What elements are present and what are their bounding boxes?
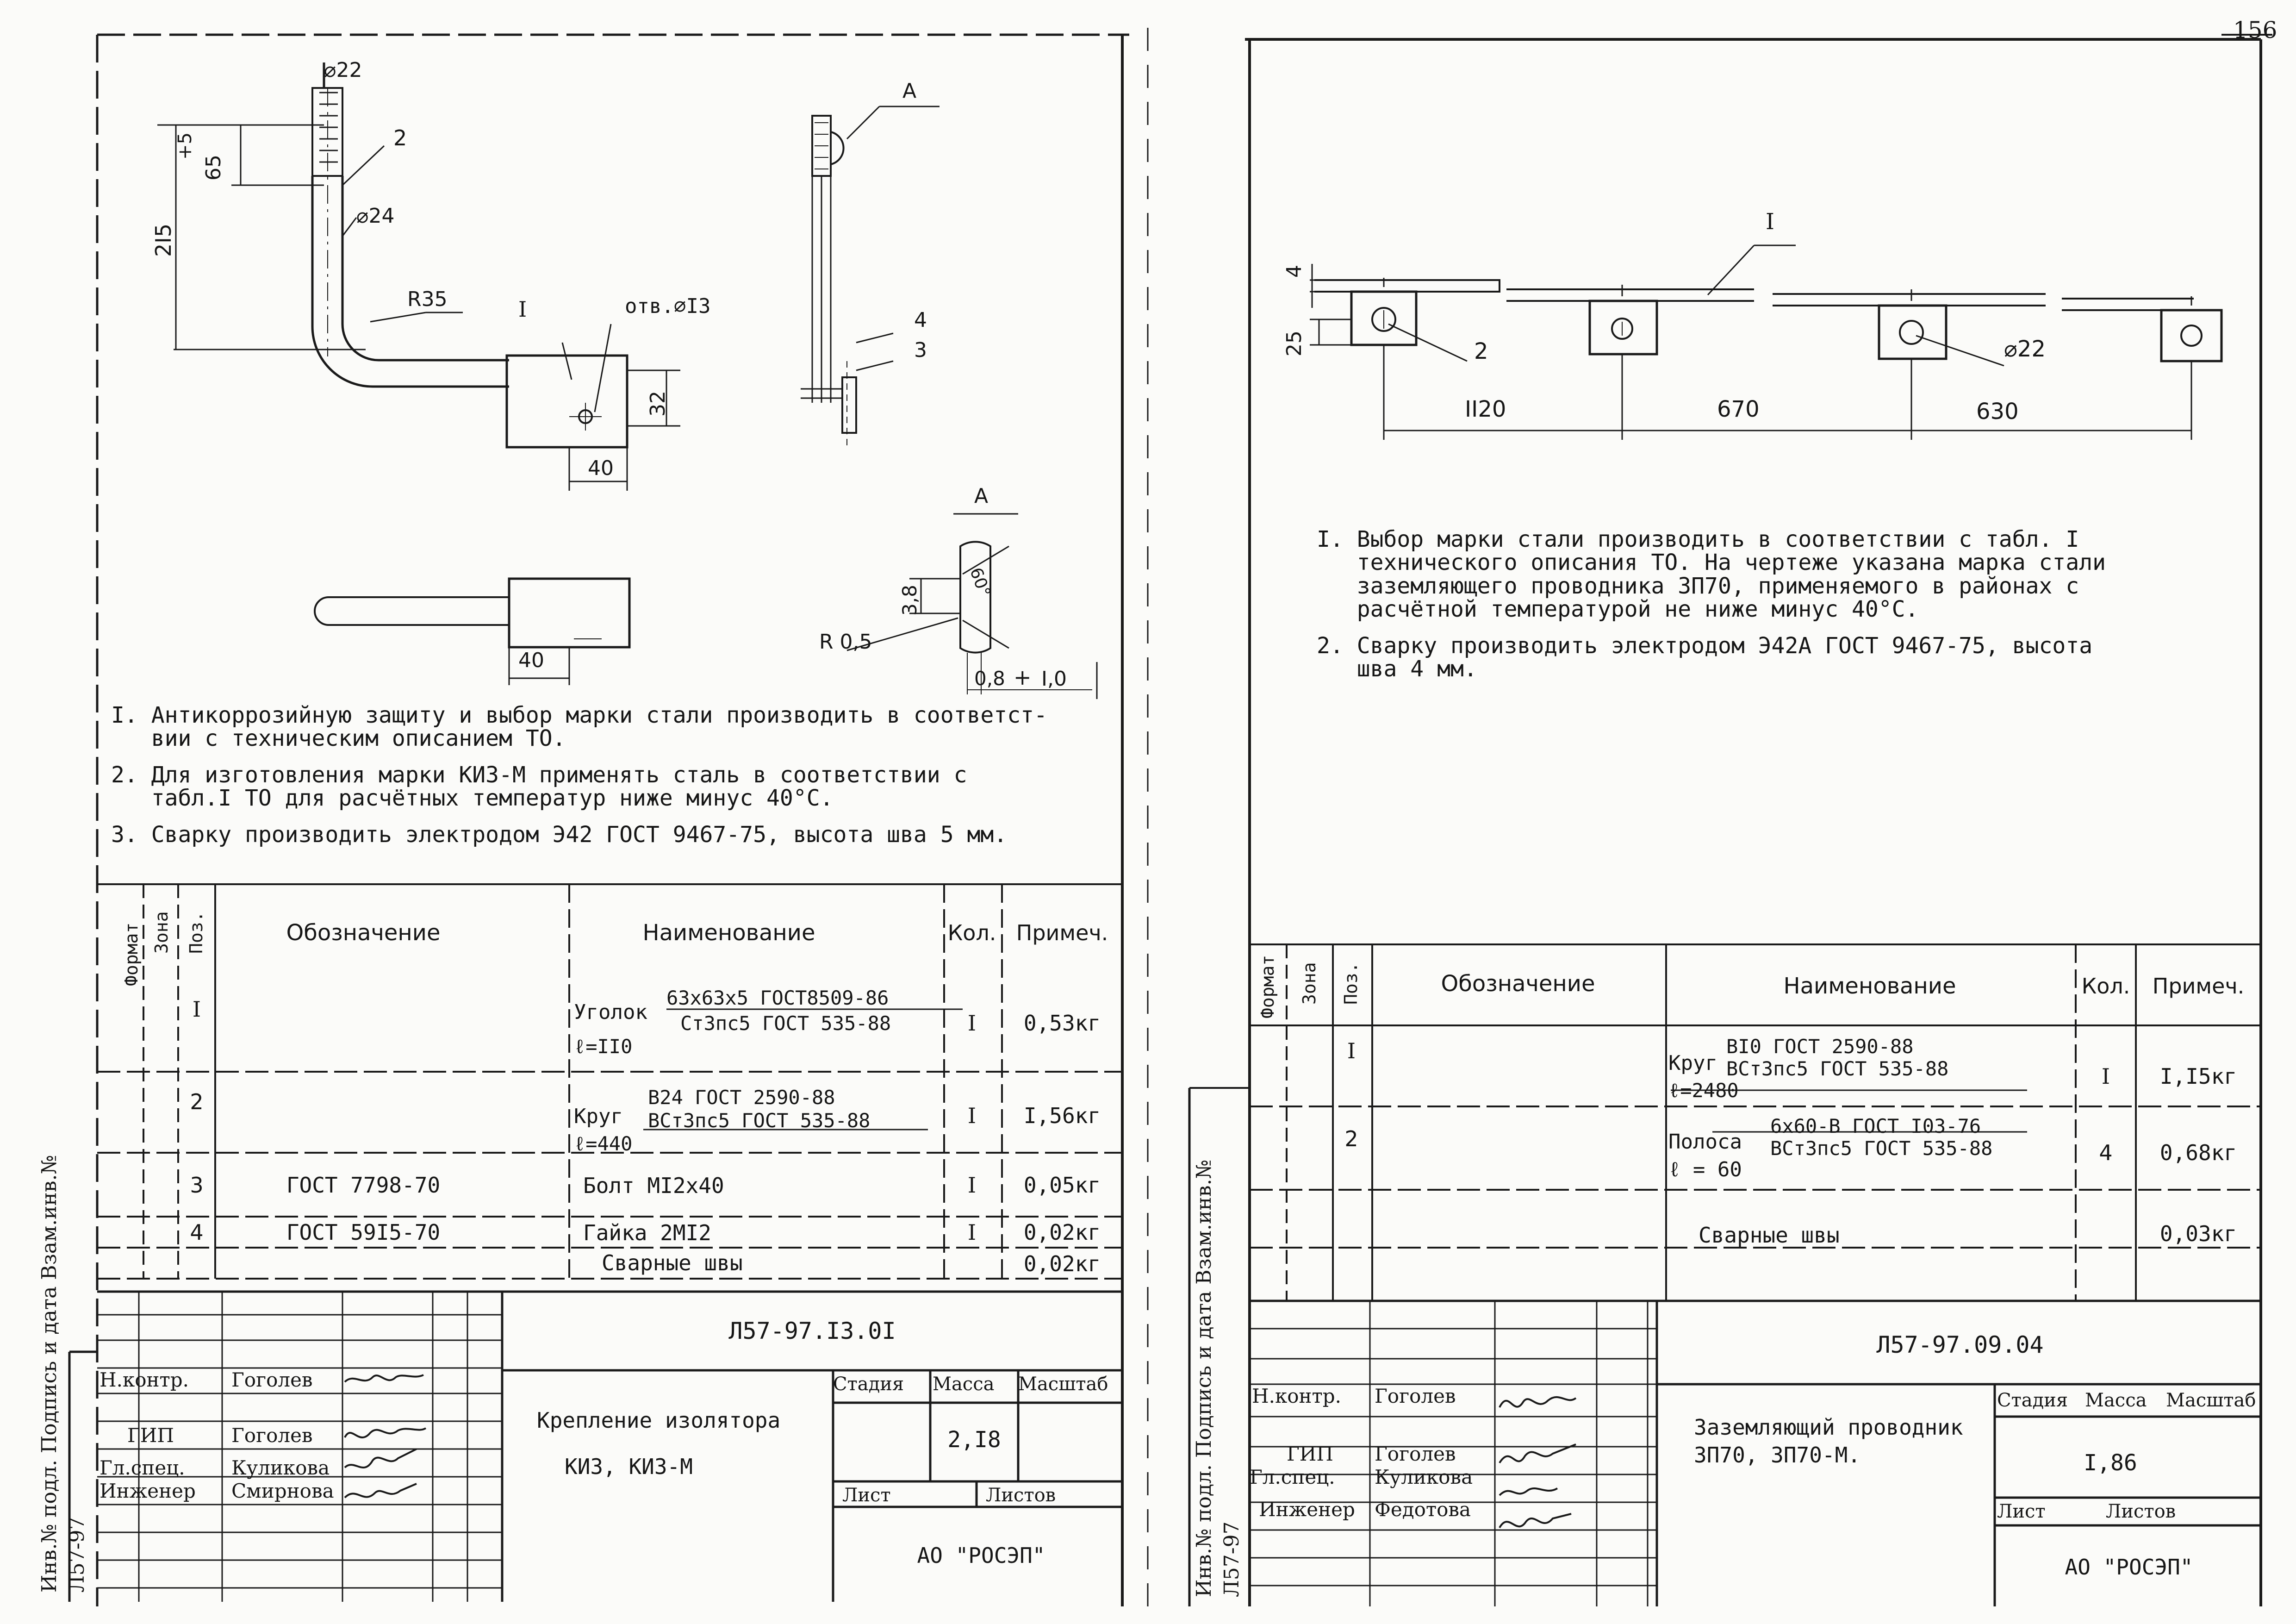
signature-left-1 (345, 1375, 423, 1382)
row-3-note: 0,03кг (2159, 1221, 2237, 1246)
note-line: табл.I ТО для расчётных температур ниже минус 40°С. (111, 785, 834, 812)
role-gl-spec: Гл.спец. (100, 1456, 185, 1479)
row-3-designation: ГОСТ 7798-70 (286, 1173, 441, 1198)
dim-65: 65 (202, 155, 225, 181)
row-2-name-top: 6х60-В ГОСТ I03-76 (1770, 1115, 1981, 1137)
left-doc-code: Л57-97.I3.0I (728, 1318, 896, 1344)
row-1-length: ℓ=2480 (1668, 1079, 1739, 1102)
callout-a: A (902, 79, 917, 103)
right-mass-value: I,86 (2084, 1450, 2137, 1476)
note-line: шва 4 мм. (1317, 656, 1477, 682)
left-margin-code: Л57-97 (65, 1517, 89, 1593)
row-1-name-bottom: Ст3пс5 ГОСТ 535-88 (680, 1012, 891, 1035)
dim-60deg: 60° (966, 565, 994, 600)
row-5-note: 0,02кг (1023, 1251, 1101, 1276)
dim-0-8: 0,8 (974, 667, 1005, 690)
right-title-line2: ЗП70, ЗП70-М. (1694, 1443, 1861, 1468)
dim-670: 670 (1717, 396, 1760, 422)
role-engineer: Инженер (1259, 1498, 1355, 1521)
header-zone: Зона (151, 911, 172, 954)
pos-label-2: 2 (1474, 338, 1488, 364)
name-n-kontr: Гоголев (1375, 1385, 1456, 1407)
signature-right-3 (1500, 1488, 1557, 1495)
dim-1-0: I,0 (1041, 667, 1067, 691)
note-line: технического описания ТО. На чертеже указана марка стали (1317, 550, 2106, 576)
dim-40: 40 (588, 456, 614, 480)
header-format: Формат (121, 922, 142, 986)
header-note: Примеч. (1016, 920, 1108, 945)
role-gip: ГИП (127, 1424, 174, 1447)
name-n-kontr: Гоголев (231, 1368, 313, 1391)
row-4-name: Гайка 2МI2 (583, 1220, 711, 1245)
row-1-pos: I (1347, 1038, 1356, 1063)
row-2-length: ℓ = 60 (1668, 1158, 1742, 1181)
hole-label: отв.⌀I3 (625, 294, 711, 318)
dim-32: 32 (646, 391, 670, 417)
dim-d22: ⌀22 (324, 58, 362, 82)
dim-1120: II20 (1465, 396, 1506, 422)
header-name: Наименование (642, 920, 815, 946)
note-line: 3. Сварку производить электродом Э42 ГОСТ 9467-75, высота шва 5 мм. (111, 821, 1008, 848)
right-doc-code: Л57-97.09.04 (1876, 1331, 2044, 1358)
left-mass-value: 2,I8 (947, 1427, 1001, 1453)
dim-215: 2I5 (151, 223, 176, 257)
row-3-name: Болт МI2х40 (583, 1173, 724, 1198)
dim-630: 630 (1976, 399, 2019, 425)
note-line: I. Выбор марки стали производить в соответствии с табл. I (1317, 526, 2079, 552)
right-title-line1: Заземляющий проводник (1694, 1415, 1963, 1440)
row-3-pos: 3 (190, 1173, 204, 1198)
signature-right-2 (1500, 1444, 1576, 1463)
row-1-qty: I (2101, 1064, 2110, 1089)
left-title-line1: Крепление изолятора (537, 1408, 781, 1433)
header-note: Примеч. (2152, 974, 2245, 999)
dim-tolerance: +5 (174, 132, 196, 160)
right-sheets-label: Листов (2106, 1501, 2176, 1522)
pos-label-1: I (518, 297, 527, 322)
row-1-name-top: 63х63х5 ГОСТ8509-86 (666, 987, 889, 1009)
right-stage-label: Стадия (1997, 1390, 2068, 1411)
dim-4: 4 (1282, 265, 1306, 278)
header-qty: Кол. (947, 920, 996, 945)
header-qty: Кол. (2081, 974, 2130, 999)
left-notes (111, 704, 1047, 846)
row-2-qty: 4 (2099, 1140, 2113, 1165)
left-title-line2: КИЗ, КИЗ-М (565, 1454, 693, 1479)
left-mass-label: Масса (933, 1374, 995, 1395)
row-1-name-top: ВI0 ГОСТ 2590-88 (1726, 1035, 1914, 1058)
note-line: заземляющего проводника ЗП70, применяемого в районах с (1317, 573, 2079, 599)
row-4-pos: 4 (190, 1220, 204, 1245)
row-5-name: Сварные швы (602, 1250, 743, 1275)
row-1-qty: I (967, 1011, 977, 1036)
dim-d24: ⌀24 (356, 204, 395, 228)
signature-right-1 (1500, 1397, 1576, 1407)
header-designation: Обозначение (1441, 971, 1595, 997)
row-3-note: 0,05кг (1023, 1173, 1101, 1198)
left-scale-label: Масштаб (1018, 1374, 1108, 1395)
note-line: 2. Для изготовления марки КИЗ-М применять сталь в соответствии с (111, 762, 967, 788)
row-2-pos: 2 (190, 1089, 204, 1114)
name-engineer: Федотова (1375, 1498, 1471, 1521)
page-number: 156 (2233, 17, 2277, 44)
row-2-length: ℓ=440 (574, 1132, 633, 1155)
row-1-note: 0,53кг (1023, 1011, 1101, 1036)
note-line: I. Антикоррозийную защиту и выбор марки стали производить в соответст- (111, 702, 1047, 728)
header-pos: Поз. (186, 911, 206, 954)
role-n-kontr: Н.контр. (100, 1368, 189, 1391)
name-gip: Гоголев (1375, 1443, 1456, 1465)
right-sheet-label: Лист (1997, 1501, 2046, 1522)
header-format: Формат (1257, 955, 1278, 1018)
row-2-pos: 2 (1344, 1126, 1358, 1151)
left-sheets-label: Листов (986, 1485, 1056, 1506)
row-1-name-bottom: ВСт3пс5 ГОСТ 535-88 (1726, 1057, 1949, 1080)
role-n-kontr: Н.контр. (1252, 1385, 1341, 1407)
dim-40b: 40 (518, 649, 544, 672)
dim-r0-5: R 0,5 (819, 630, 872, 654)
signature-left-2 (345, 1428, 426, 1437)
left-org: АО "РОСЭП" (917, 1543, 1045, 1568)
row-1-note: I,I5кг (2159, 1064, 2237, 1089)
name-gip: Гоголев (231, 1424, 313, 1447)
pos-label-4: 4 (914, 308, 927, 332)
pos-label-3: 3 (914, 338, 927, 362)
name-engineer: Смирнова (231, 1480, 334, 1502)
signature-left-4 (345, 1484, 417, 1498)
row-2-note: I,56кг (1023, 1103, 1101, 1128)
dim-25: 25 (1282, 331, 1306, 356)
dim-d22: ⌀22 (2004, 336, 2046, 362)
view-a-title: A (974, 484, 989, 508)
row-2-name-bottom: ВСт3пс5 ГОСТ 535-88 (1770, 1137, 1993, 1160)
row-4-note: 0,02кг (1023, 1220, 1101, 1245)
row-1-pos: I (192, 997, 201, 1022)
row-2-qty: I (967, 1103, 977, 1128)
row-2-note: 0,68кг (2159, 1140, 2237, 1165)
row-4-designation: ГОСТ 59I5-70 (286, 1220, 441, 1245)
dim-3-8: 3,8 (898, 585, 921, 616)
name-gl-spec: Куликова (231, 1456, 330, 1479)
signature-left-3 (345, 1449, 417, 1468)
header-name: Наименование (1783, 973, 1956, 999)
row-3-qty: I (967, 1173, 977, 1198)
right-org: АО "РОСЭП" (2065, 1555, 2193, 1580)
name-gl-spec: Куликова (1375, 1466, 1473, 1488)
right-notes (1317, 528, 2106, 681)
right-scale-label: Масштаб (2166, 1390, 2256, 1411)
row-2-name-top: В24 ГОСТ 2590-88 (648, 1086, 835, 1109)
note-line: расчётной температурой не ниже минус 40°С. (1317, 596, 1919, 623)
header-designation: Обозначение (286, 920, 441, 946)
pos-label-1: I (1766, 209, 1774, 235)
role-gl-spec: Гл.спец. (1250, 1466, 1335, 1488)
left-margin-label: Инв.№ подл. Подпись и дата Взам.инв.№ (37, 1155, 61, 1593)
pos-label-2: 2 (393, 125, 407, 150)
left-stage-label: Стадия (833, 1374, 904, 1395)
dim-plus: + (1014, 665, 1032, 690)
left-sheet-label: Лист (842, 1485, 891, 1506)
row-2-prefix: Полоса (1668, 1130, 1742, 1154)
right-margin-label: Инв.№ подл. Подпись и дата Взам.инв.№ (1192, 1159, 1216, 1597)
row-1-length: ℓ=II0 (574, 1035, 633, 1058)
row-2-name-bottom: ВСт3пс5 ГОСТ 535-88 (648, 1109, 871, 1132)
row-2-prefix: Круг (574, 1105, 623, 1128)
row-3-name: Сварные швы (1699, 1223, 1840, 1248)
header-zone: Зона (1299, 962, 1319, 1005)
header-pos: Поз. (1341, 962, 1361, 1005)
right-margin-code: Л57-97 (1220, 1521, 1244, 1597)
dim-r35: R35 (407, 287, 448, 311)
note-line: вии с техническим описанием ТО. (111, 725, 566, 752)
row-4-qty: I (967, 1220, 977, 1245)
right-mass-label: Масса (2085, 1390, 2147, 1411)
note-line: 2. Сварку производить электродом Э42А ГОСТ 9467-75, высота (1317, 632, 2093, 659)
row-1-prefix: Уголок (574, 1000, 647, 1024)
signature-right-4 (1500, 1514, 1571, 1528)
role-engineer: Инженер (100, 1480, 196, 1502)
row-1-prefix: Круг (1668, 1051, 1717, 1075)
role-gip: ГИП (1287, 1443, 1334, 1465)
